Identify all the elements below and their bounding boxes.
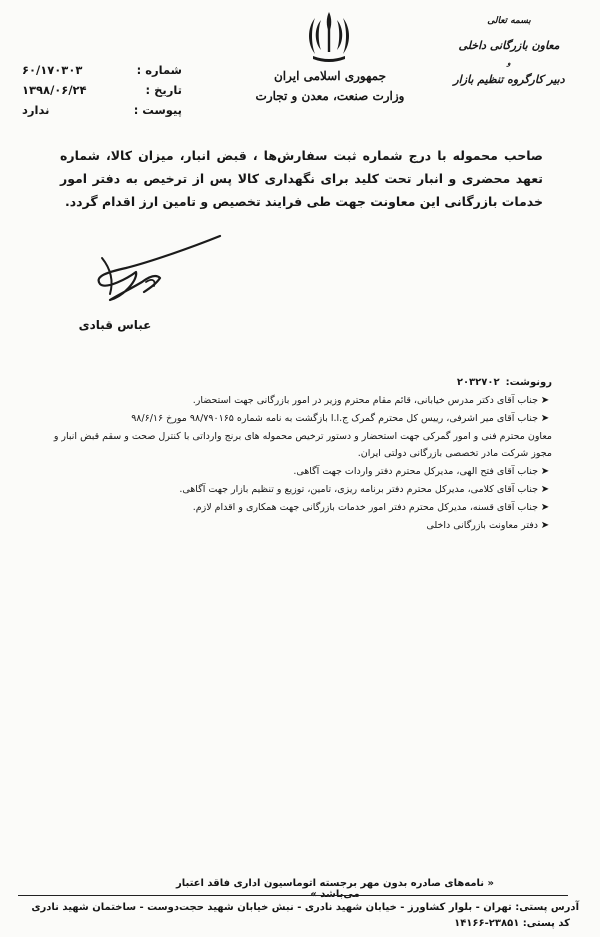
cc-item-text: دفتر معاونت بازرگانی داخلی: [426, 520, 538, 531]
cc-item: [50, 392, 552, 409]
signature-image: [80, 228, 230, 308]
iran-emblem-icon: [305, 8, 353, 64]
ministry-name: وزارت صنعت، معدن و تجارت: [255, 89, 405, 103]
cc-item-text: جناب آقای قسنه، مدیرکل محترم دفتر امور خدمات بازرگانی جهت همکاری و اقدام لازم.: [192, 502, 538, 513]
arrow-bullet-icon: ➤: [540, 520, 550, 531]
cc-item: [50, 463, 552, 480]
attachment-value: ندارد: [22, 103, 50, 117]
committee-title: دبیر کارگروه تنظیم بازار: [453, 73, 565, 86]
country-name: جمهوری اسلامی ایران: [273, 69, 387, 83]
number-row: [22, 60, 182, 80]
arrow-bullet-icon: ➤: [540, 484, 550, 495]
cc-item: [50, 481, 552, 498]
cc-item: [50, 499, 552, 516]
arrow-bullet-icon: ➤: [540, 466, 550, 477]
cc-ref-number: ۲۰۳۲۷۰۲: [456, 377, 500, 388]
bismillah: بسمه تعالی: [487, 16, 531, 26]
postal-code: کد پستی: ۲۳۸۵۱-۱۴۱۶۶: [454, 918, 570, 929]
date-value: ۱۳۹۸/۰۶/۲۴: [22, 83, 87, 97]
signer-name: عباس قبادی: [78, 318, 152, 332]
deputy-title: معاون بازرگانی داخلی: [458, 39, 560, 52]
attachment-row: [22, 100, 182, 120]
number-value: ۶۰/۱۷۰۳۰۳: [22, 63, 83, 77]
office-header: [444, 14, 574, 92]
cc-item-text: جناب آقای فتح الهی، مدیرکل محترم دفتر واردات جهت آگاهی.: [293, 466, 538, 477]
arrow-bullet-icon: ➤: [540, 395, 550, 406]
cc-header: [50, 374, 552, 391]
cc-item-text: جناب آقای میر اشرفی، رییس کل محترم گمرک ج.ا.ا بازگشت به نامه شماره ۹۸/۷۹۰۱۶۵ مورخ ۹۸/۶/۱۶: [131, 413, 538, 424]
cc-item: [50, 517, 552, 534]
cc-item-text: جناب آقای دکتر مدرس خیابانی، قائم مقام محترم وزیر در امور بازرگانی جهت استحضار.: [192, 395, 538, 406]
footer-divider: [18, 895, 568, 896]
cc-label: رونوشت:: [505, 377, 552, 388]
letter-meta: [22, 60, 182, 120]
conjunction: و: [507, 58, 511, 67]
cc-item: [50, 410, 552, 427]
ministry-header: [255, 66, 405, 106]
postal-address: آدرس پستی: تهران - بلوار کشاورز - خیابان شهید نادری - نبش خیابان شهید حجت‌دوست - ساختمان شهید نادری: [31, 902, 579, 913]
date-row: [22, 80, 182, 100]
attachment-label: پیوست :: [133, 103, 182, 117]
arrow-bullet-icon: ➤: [540, 502, 550, 513]
cc-item-text: معاون محترم فنی و امور گمرکی جهت استحضار و دستور ترخیص محموله های برنج وارداتی با کنترل صحت و سقم قبض انبار و مجوز شرکت مادر تخصصی بازرگانی دولتی ایران.: [53, 431, 552, 459]
arrow-bullet-icon: ➤: [540, 413, 550, 424]
date-label: تاریخ :: [145, 83, 182, 97]
number-label: شماره :: [136, 63, 182, 77]
cc-item-continuation: [50, 428, 552, 462]
cc-list: [50, 374, 552, 534]
cc-item-text: جناب آقای کلامی، مدیرکل محترم دفتر برنامه ریزی، تامین، توزیع و تنظیم بازار جهت آگاهی.: [179, 484, 538, 495]
letter-body: صاحب محموله با درج شماره ثبت سفارش‌ها ، قبض انبار، میزان کالا، شماره تعهد محضری و انبار تحت کلید برای نگهداری کالا پس از ترخیص به دفتر امور خدمات بازرگانی این معاونت جهت طی فرایند تخصیص و تامین ارز اقدام گردد.: [60, 148, 543, 209]
validity-notice: « نامه‌های صادره بدون مهر برجسته اتوماسیون اداری فاقد اعتبار می‌باشد »: [175, 878, 494, 900]
